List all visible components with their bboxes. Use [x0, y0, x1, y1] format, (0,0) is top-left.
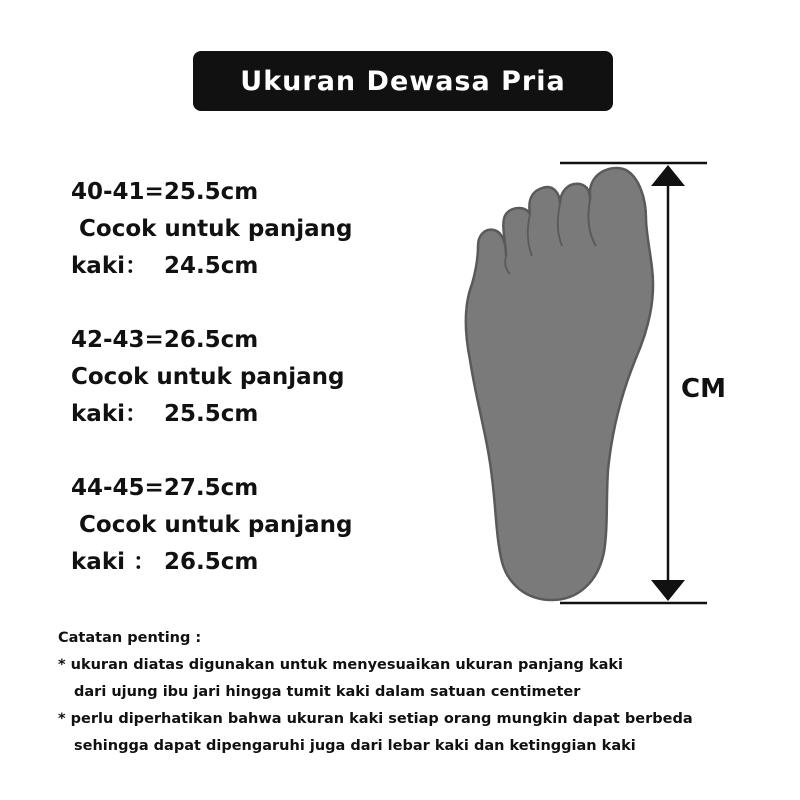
note-item-continuation: sehingga dapat dipengaruhi juga dari lebar kaki dan ketinggian kaki: [74, 738, 636, 754]
unit-label: CM: [681, 374, 726, 404]
note-item: * perlu diperhatikan bahwa ukuran kaki setiap orang mungkin dapat berbeda: [58, 711, 693, 727]
size-range: 40-41=25.5cm: [71, 179, 259, 205]
foot-length: kaki： 25.5cm: [71, 401, 259, 427]
size-range: 42-43=26.5cm: [71, 327, 259, 353]
fit-label: Cocok untuk panjang: [71, 364, 345, 390]
fit-label: Cocok untuk panjang: [71, 512, 353, 538]
arrow-down-icon: [651, 580, 685, 601]
size-range: 44-45=27.5cm: [71, 475, 259, 501]
notes-title: Catatan penting :: [58, 630, 202, 646]
title-banner: [193, 51, 613, 111]
foot-length: kaki： 24.5cm: [71, 253, 259, 279]
fit-label: Cocok untuk panjang: [71, 216, 353, 242]
size-entry-42-43: [71, 322, 344, 433]
size-entry-40-41: [71, 174, 352, 285]
page-title: Ukuran Dewasa Pria: [240, 65, 566, 97]
important-notes: [58, 624, 693, 760]
arrow-up-icon: [651, 165, 685, 186]
note-item: * ukuran diatas digunakan untuk menyesuaikan ukuran panjang kaki: [58, 657, 623, 673]
note-item-continuation: dari ujung ibu jari hingga tumit kaki dalam satuan centimeter: [74, 684, 581, 700]
foot-length: kaki ： 26.5cm: [71, 549, 259, 575]
size-entry-44-45: [71, 470, 352, 581]
